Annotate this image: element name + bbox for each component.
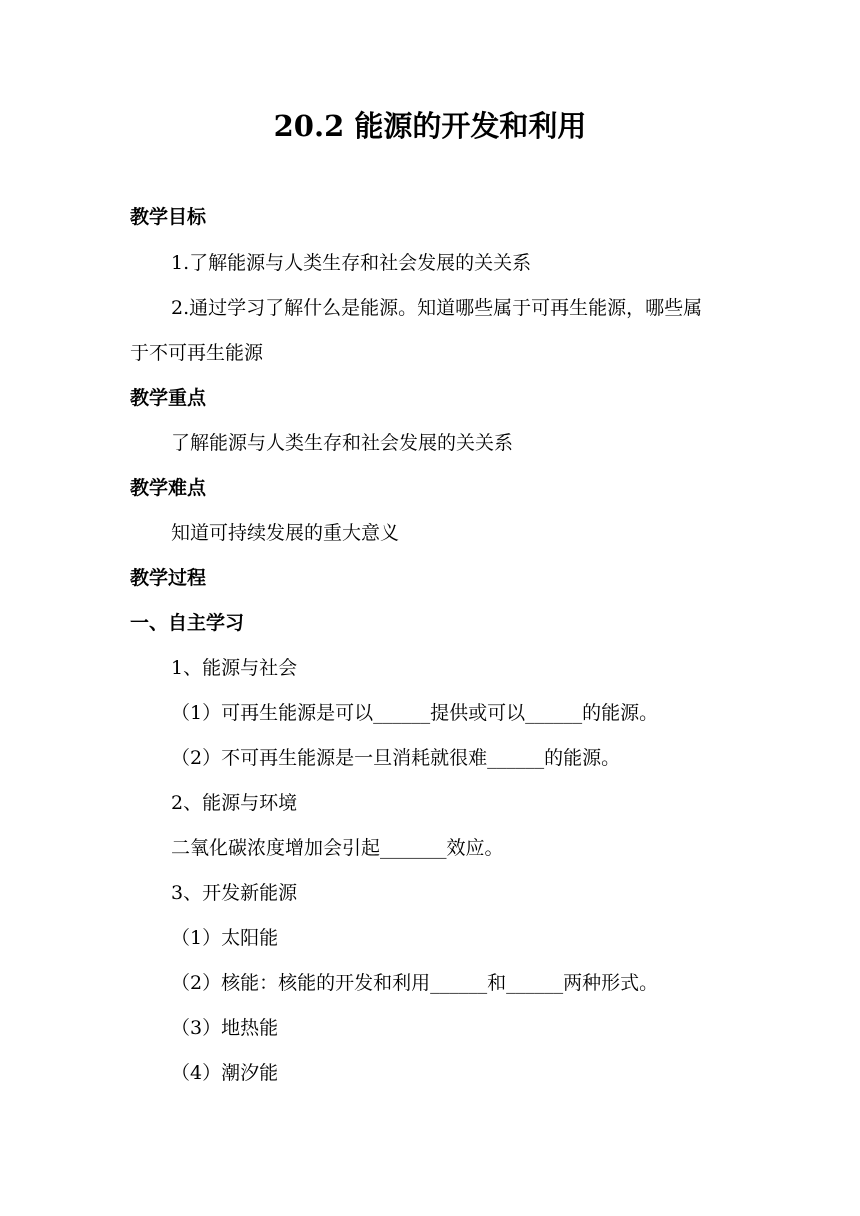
objective-2-line-2: 于不可再生能源 <box>130 342 264 364</box>
process-heading: 教学过程 <box>130 567 207 589</box>
objective-2-line-1: 2.通过学习了解什么是能源。知道哪些属于可再生能源，哪些属 <box>171 297 703 319</box>
objective-1: 1.了解能源与人类生存和社会发展的关关系 <box>171 252 532 274</box>
key-points-text: 了解能源与人类生存和社会发展的关关系 <box>171 432 514 454</box>
item2-text: 二氧化碳浓度增加会引起_______效应。 <box>171 837 504 859</box>
item3-question-2: （2）核能：核能的开发和利用______和______两种形式。 <box>171 972 659 994</box>
difficulty-heading: 教学难点 <box>130 477 207 499</box>
item1-question-1: （1）可再生能源是可以______提供或可以______的能源。 <box>171 702 659 724</box>
item1-heading: 1、能源与社会 <box>171 657 298 679</box>
key-points-heading: 教学重点 <box>130 387 207 409</box>
objectives-heading: 教学目标 <box>130 206 207 228</box>
item3-question-3: （3）地热能 <box>171 1017 279 1039</box>
item3-question-1: （1）太阳能 <box>171 927 279 949</box>
part1-heading: 一、自主学习 <box>130 612 245 634</box>
item1-question-2: （2）不可再生能源是一旦消耗就很难______的能源。 <box>171 747 621 769</box>
document-title: 20.2 能源的开发和利用 <box>273 109 587 143</box>
item3-question-4: （4）潮汐能 <box>171 1062 279 1084</box>
item2-heading: 2、能源与环境 <box>171 792 298 814</box>
difficulty-text: 知道可持续发展的重大意义 <box>171 522 400 544</box>
item3-heading: 3、开发新能源 <box>171 882 298 904</box>
